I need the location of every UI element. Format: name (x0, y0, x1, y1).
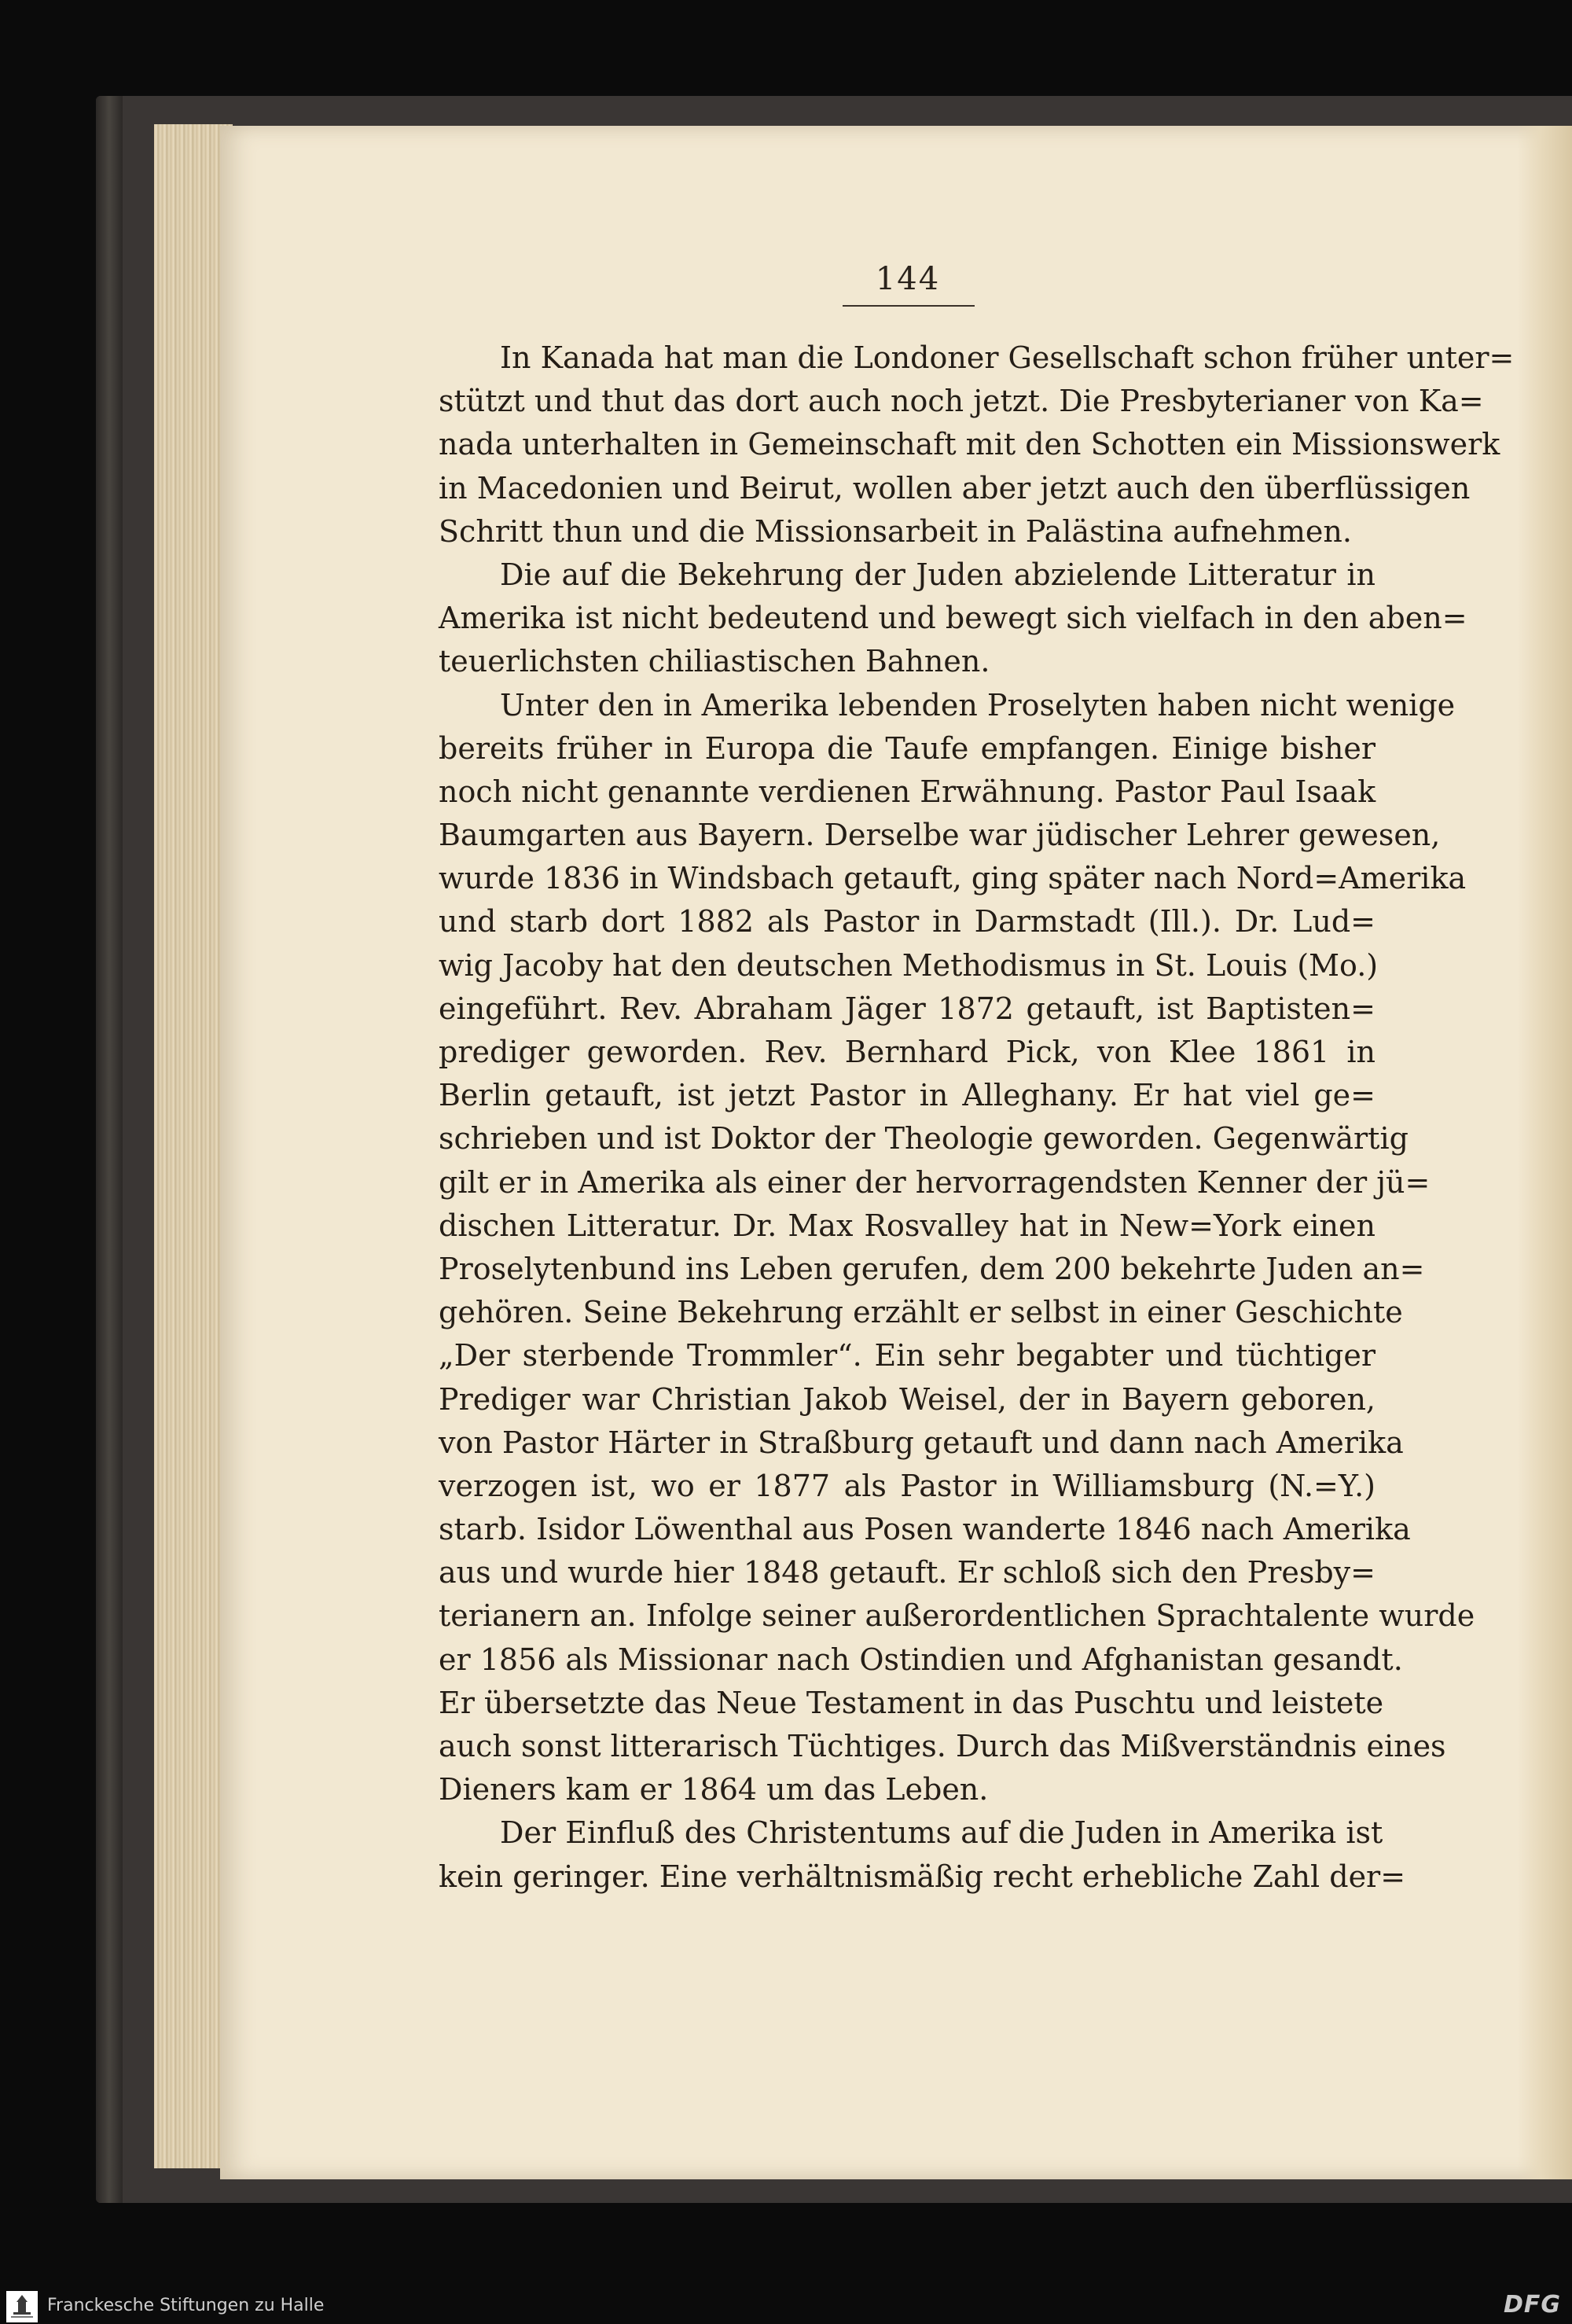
text-line: starb. Isidor Löwenthal aus Posen wanderte 1846 nach Amerika (439, 1512, 1411, 1547)
text-line: schrieben und ist Doktor der Theologie geworden. Gegenwärtig (439, 1121, 1409, 1156)
text-line: wurde 1836 in Windsbach getauft, ging später nach Nord=Amerika (439, 861, 1467, 896)
text-line: Prediger war Christian Jakob Weisel, der in Bayern geboren, (439, 1381, 1376, 1417)
institution-logo-icon (6, 2291, 38, 2322)
dfg-logo[interactable]: DFG (1503, 2291, 1561, 2318)
text-line: eingeführt. Rev. Abraham Jäger 1872 getauft, ist Baptisten= (439, 991, 1376, 1026)
text-line: wig Jacoby hat den deutschen Methodismus in St. Louis (Mo.) (439, 947, 1379, 983)
text-line: „Der sterbende Trommler“. Ein sehr begabter und tüchtiger (439, 1338, 1376, 1373)
text-line: Unter den in Amerika lebenden Proselyten haben nicht wenige (500, 687, 1456, 723)
page-text (439, 336, 1515, 1899)
text-line: Amerika ist nicht bedeutend und bewegt sich vielfach in den aben= (439, 601, 1467, 636)
text-line: In Kanada hat man die Londoner Gesellschaft schon früher unter= (500, 340, 1515, 375)
institution-name[interactable]: Franckesche Stiftungen zu Halle (47, 2296, 325, 2315)
text-line: aus und wurde hier 1848 getauft. Er schloß sich den Presby= (439, 1555, 1376, 1590)
text-line: in Macedonien und Beirut, wollen aber jetzt auch den überflüssigen (439, 470, 1471, 506)
text-line: von Pastor Härter in Straßburg getauft und dann nach Amerika (439, 1425, 1404, 1460)
text-line: dischen Litteratur. Dr. Max Rosvalley hat in New=York einen (439, 1208, 1376, 1243)
text-line: Die auf die Bekehrung der Juden abzielende Litteratur in (500, 557, 1376, 592)
text-line: kein geringer. Eine verhältnismäßig recht erhebliche Zahl der= (439, 1859, 1406, 1894)
book-spine-edge (96, 96, 123, 2203)
page-number: 144 (875, 261, 941, 297)
text-line: bereits früher in Europa die Taufe empfangen. Einige bisher (439, 730, 1376, 766)
text-line: er 1856 als Missionar nach Ostindien und Afghanistan gesandt. (439, 1642, 1403, 1677)
text-line: Er übersetzte das Neue Testament in das Puschtu und leistete (439, 1685, 1384, 1720)
text-line: verzogen ist, wo er 1877 als Pastor in Williamsburg (N.=Y.) (439, 1468, 1376, 1503)
text-line: gilt er in Amerika als einer der hervorragendsten Kenner der jü= (439, 1164, 1431, 1200)
text-line: Der Einfluß des Christentums auf die Juden in Amerika ist (500, 1815, 1383, 1851)
text-line: nada unterhalten in Gemeinschaft mit den Schotten ein Missionswerk (439, 427, 1500, 462)
text-line: noch nicht genannte verdienen Erwähnung. Pastor Paul Isaak (439, 774, 1376, 809)
text-line: teuerlichsten chiliastischen Bahnen. (439, 644, 990, 679)
text-line: Schritt thun und die Missionsarbeit in Palästina aufnehmen. (439, 513, 1352, 549)
text-line: Dieners kam er 1864 um das Leben. (439, 1772, 989, 1807)
text-line: auch sonst litterarisch Tüchtiges. Durch das Mißverständnis eines (439, 1729, 1446, 1763)
text-line: terianern an. Infolge seiner außerordentlichen Sprachtalente wurde (439, 1598, 1475, 1634)
page-number-rule (843, 305, 975, 307)
text-line: und starb dort 1882 als Pastor in Darmstadt (Ill.). Dr. Lud= (439, 904, 1376, 940)
text-line: Berlin getauft, ist jetzt Pastor in Alleghany. Er hat viel ge= (439, 1078, 1376, 1113)
text-line: Baumgarten aus Bayern. Derselbe war jüdischer Lehrer gewesen, (439, 818, 1441, 853)
text-line: Proselytenbund ins Leben gerufen, dem 200 bekehrte Juden an= (439, 1251, 1425, 1286)
text-line: stützt und thut das dort auch noch jetzt. Die Presbyterianer von Ka= (439, 384, 1484, 419)
text-line: gehören. Seine Bekehrung erzählt er selbst in einer Geschichte (439, 1295, 1403, 1330)
text-line: prediger geworden. Rev. Bernhard Pick, von Klee 1861 in (439, 1035, 1376, 1069)
page-gutter-shadow (1517, 126, 1572, 2179)
